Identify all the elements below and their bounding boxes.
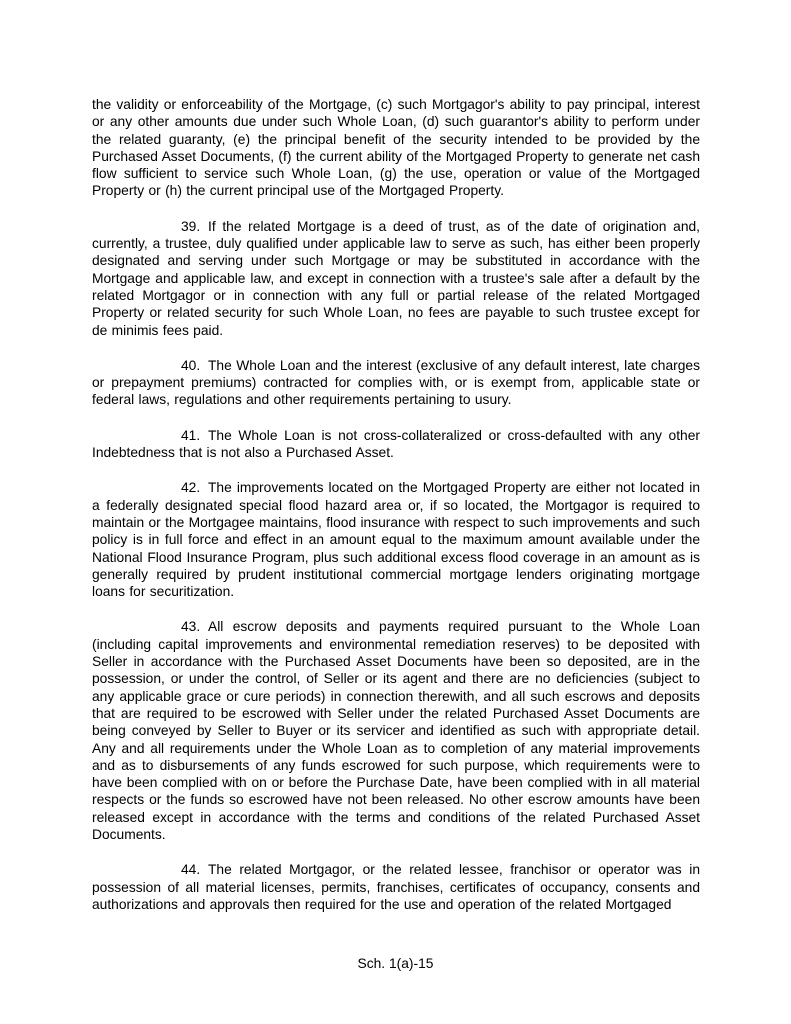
paragraph-number: 39. [181, 218, 201, 234]
paragraph-number: 43. [181, 619, 201, 635]
document-body [92, 96, 700, 931]
paragraph-text: The related Mortgagor, or the related lessee, franchisor or operator was in possession of all material licenses, permits, franchises, certificates of occupancy, consents and authorizations and approvals then required for the use and operation of the related Mortgaged [92, 862, 700, 912]
paragraph-text: The Whole Loan and the interest (exclusive of any default interest, late charges or prepayment premiums) contracted for complies with, or is exempt from, applicable state or federal laws, regulations and other requirements pertaining to usury. [92, 357, 700, 408]
paragraph-text: The improvements located on the Mortgaged Property are either not located in a federally designated special flood hazard area or, if so located, the Mortgagor is required to maintain or the Mortgagee maintains, flood insurance with respect to such improvements and such policy is in full force and effect in an amount equal to the maximum amount available under the National Flood Insurance Program, plus such additional excess flood coverage in an amount as is generally required by prudent institutional commercial mortgage lenders originating mortgage loans for securitization. [92, 480, 700, 600]
page-number-footer: Sch. 1(a)-15 [357, 956, 434, 971]
paragraph-41 [92, 427, 700, 462]
paragraph-40 [92, 357, 700, 409]
paragraph-44 [92, 861, 700, 913]
paragraph-text: The Whole Loan is not cross-collateralized or cross-defaulted with any other Indebtedness that is not also a Purchased Asset. [92, 427, 700, 461]
paragraph-text: All escrow deposits and payments required pursuant to the Whole Loan (including capital improvements and environmental remediation reserves) to be deposited with Seller in accordance with the Purchased Asset Documents have been so deposited, are in the possession, or under the control, of Seller or its agent and there are no deficiencies (subject to any applicable grace or cure periods) in connection therewith, and all such escrows and deposits that are required to be escrowed with Seller under the related Purchased Asset Documents are being conveyed by Seller to Buyer or its servicer and identified as such with appropriate detail. Any and all requirements under the Whole Loan as to completion of any material improvements and as to disbursements of any funds escrowed for such purpose, which requirements were to have been complied with on or before the Purchase Date, have been complied with in all material respects or the funds so escrowed have not been released. No other escrow amounts have been released except in accordance with the terms and conditions of the related Purchased Asset Documents. [92, 619, 700, 842]
paragraph-text: If the related Mortgage is a deed of trust, as of the date of origination and, currently, a trustee, duly qualified under applicable law to serve as such, has either been properly designated and serving under such Mortgage or may be substituted in accordance with the Mortgage and applicable law, and except in connection with a trustee's sale after a default by the related Mortgagor or in connection with any full or partial release of the related Mortgaged Property or related security for such Whole Loan, no fees are payable to such trustee except for de minimis fees paid. [92, 218, 700, 338]
paragraph-continuation: the validity or enforceability of the Mortgage, (c) such Mortgagor's ability to pay principal, interest or any other amounts due under such Whole Loan, (d) such guarantor's ability to perform under the related guaranty, (e) the principal benefit of the security intended to be provided by the Purchased Asset Documents, (f) the current ability of the Mortgaged Property to generate net cash flow sufficient to service such Whole Loan, (g) the use, operation or value of the Mortgaged Property or (h) the current principal use of the Mortgaged Property. [92, 97, 700, 199]
paragraph-number: 44. [181, 862, 201, 878]
paragraph-number: 42. [181, 480, 201, 496]
paragraph-43 [92, 618, 700, 843]
paragraph-39 [92, 218, 700, 339]
paragraph-42 [92, 479, 700, 600]
paragraph-number: 41. [181, 427, 201, 443]
paragraph-number: 40. [181, 357, 201, 373]
